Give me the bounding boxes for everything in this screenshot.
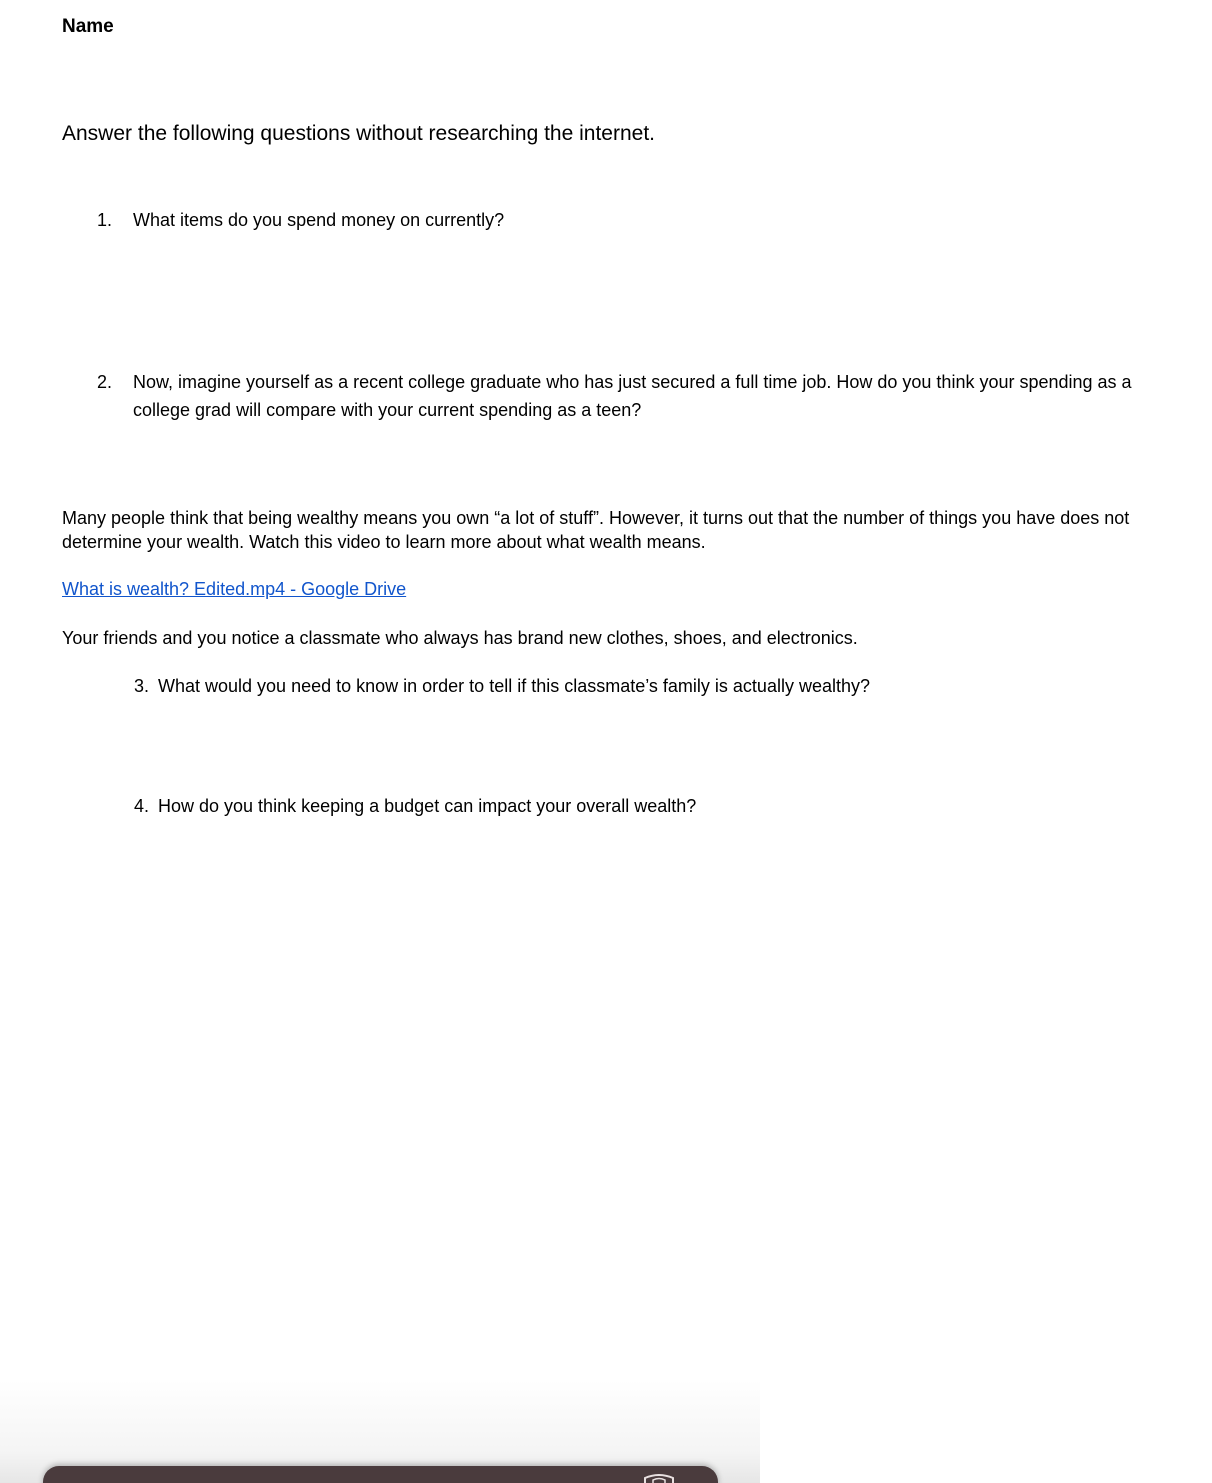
question-number: 4. <box>134 796 150 816</box>
question-text: Now, imagine yourself as a recent college graduate who has just secured a full time job. How do you think your spending as a college grad will compare with your current spending as a teen? <box>133 372 1132 420</box>
app-icon[interactable] <box>641 1474 677 1483</box>
question-1 <box>97 206 1157 234</box>
question-2 <box>97 368 1157 424</box>
question-4 <box>134 792 1134 820</box>
classmate-paragraph: Your friends and you notice a classmate who always has brand new clothes, shoes, and electronics. <box>62 628 858 648</box>
wealth-paragraph: Many people think that being wealthy means you own “a lot of stuff”. However, it turns out that the number of things you have does not determine your wealth. Watch this video to learn more about what wealth means. <box>62 508 1130 552</box>
instructions-text: Answer the following questions without researching the internet. <box>62 122 656 145</box>
question-number: 3. <box>134 676 150 696</box>
question-number: 2. <box>97 372 113 392</box>
question-text: What would you need to know in order to tell if this classmate’s family is actually wealthy? <box>158 676 870 696</box>
question-text: How do you think keeping a budget can impact your overall wealth? <box>158 796 697 816</box>
question-3 <box>134 672 1134 700</box>
name-label: Name <box>62 16 114 37</box>
video-link[interactable]: What is wealth? Edited.mp4 - Google Drive <box>62 579 407 599</box>
bottom-toolbar[interactable] <box>43 1466 718 1483</box>
question-text: What items do you spend money on currently? <box>133 210 505 230</box>
question-number: 1. <box>97 210 113 230</box>
